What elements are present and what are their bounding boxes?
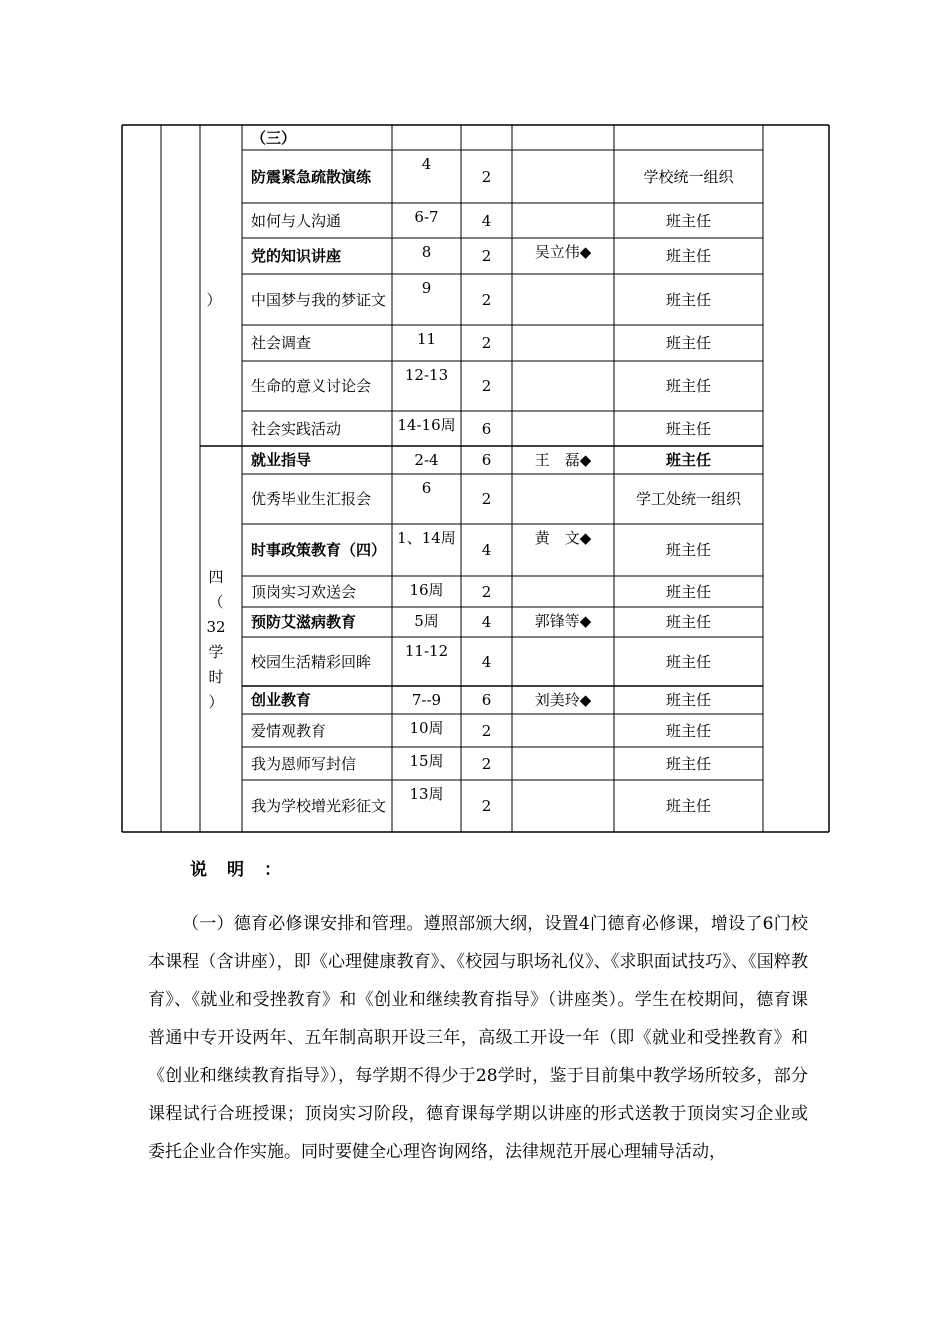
cell-hours: 6 (481, 451, 492, 469)
cell-activity-name: 创业教育 (251, 691, 312, 709)
cell-teacher (512, 714, 614, 747)
cell-activity-name: 预防艾滋病教育 (251, 613, 357, 631)
cell-hours: 2 (481, 721, 492, 740)
semester-4-char: 四 (208, 568, 224, 586)
cell-week: 5周 (414, 612, 439, 630)
cell-hours: 4 (481, 613, 492, 631)
semester-3-label: ） (206, 291, 222, 309)
cell-hours: 2 (481, 582, 492, 601)
cell-note: 学校统一组织 (643, 167, 734, 186)
cell-hours: 2 (481, 797, 492, 815)
cell-note (614, 125, 763, 150)
cell-hours: 2 (481, 334, 492, 352)
cell-week: 10周 (409, 719, 444, 737)
cell-week: 14-16周 (397, 416, 456, 434)
cell-week: 2-4 (414, 451, 439, 469)
semester-4-char: （ (208, 593, 224, 611)
cell-teacher: 王 磊◆ (534, 451, 592, 469)
cell-note: 班主任 (665, 247, 711, 265)
cell-activity-name: 我为恩师写封信 (251, 754, 357, 773)
cell-hours: 2 (481, 490, 492, 508)
cell-hours: 2 (481, 167, 492, 186)
cell-note: 班主任 (665, 652, 711, 671)
cell-note: 班主任 (665, 541, 711, 559)
notes-heading: 说明： (190, 860, 301, 880)
cell-teacher (512, 474, 614, 524)
cell-teacher (512, 411, 614, 446)
cell-activity-name: （三） (251, 128, 297, 147)
cell-week: 8 (421, 243, 432, 261)
cell-teacher (512, 637, 614, 686)
semester-4-char: 32 (206, 618, 226, 636)
cell-teacher: 吴立伟◆ (534, 243, 592, 261)
cell-note: 班主任 (665, 613, 711, 631)
cell-hours: 4 (481, 652, 492, 671)
cell-hours: 2 (481, 290, 492, 309)
cell-activity-name: 我为学校增光彩征文 (251, 797, 387, 815)
cell-week: 11-12 (404, 642, 449, 660)
cell-hours: 4 (481, 211, 492, 230)
cell-hours: 4 (481, 541, 492, 559)
cell-note: 班主任 (665, 419, 711, 438)
cell-teacher (512, 747, 614, 780)
cell-week: 16周 (409, 581, 444, 599)
cell-note: 班主任 (665, 211, 711, 230)
cell-week (392, 125, 461, 150)
cell-note: 班主任 (665, 721, 711, 740)
cell-note: 班主任 (665, 797, 711, 815)
cell-note: 学工处统一组织 (635, 490, 741, 508)
cell-activity-name: 爱情观教育 (251, 721, 327, 740)
cell-hours: 2 (481, 377, 492, 395)
cell-week: 6 (421, 479, 432, 497)
cell-week: 7--9 (411, 691, 442, 709)
semester-4-char: 学 (208, 643, 224, 661)
cell-week: 11 (416, 330, 437, 348)
cell-week: 15周 (409, 752, 444, 770)
cell-teacher (512, 150, 614, 203)
cell-activity-name: 中国梦与我的梦证文 (251, 290, 387, 309)
cell-note: 班主任 (665, 691, 711, 709)
cell-hours: 6 (481, 691, 492, 709)
cell-activity-name: 就业指导 (251, 451, 312, 469)
cell-teacher: 郭锋等◆ (534, 612, 592, 630)
cell-activity-name: 校园生活精彩回眸 (251, 652, 372, 671)
cell-activity-name: 社会实践活动 (251, 419, 342, 438)
semester-4-char: ） (208, 693, 224, 711)
cell-note: 班主任 (665, 334, 711, 352)
cell-activity-name: 生命的意义讨论会 (251, 377, 372, 395)
cell-note: 班主任 (665, 754, 711, 773)
cell-hours: 2 (481, 754, 492, 773)
cell-week: 13周 (409, 785, 444, 803)
cell-teacher (512, 325, 614, 361)
cell-activity-name: 如何与人沟通 (251, 211, 342, 230)
cell-teacher (512, 780, 614, 832)
cell-activity-name: 社会调查 (251, 334, 312, 352)
cell-week: 9 (421, 279, 432, 297)
cell-activity-name: 时事政策教育（四） (251, 541, 387, 559)
cell-teacher: 刘美玲◆ (534, 691, 592, 709)
cell-note: 班主任 (665, 582, 711, 601)
cell-hours (461, 125, 512, 150)
cell-activity-name: 防震紧急疏散演练 (251, 167, 372, 186)
cell-hours: 2 (481, 247, 492, 265)
cell-teacher: 黄 文◆ (534, 529, 592, 547)
cell-week: 4 (421, 155, 432, 173)
cell-note: 班主任 (665, 451, 711, 469)
cell-week: 12-13 (404, 366, 449, 384)
cell-week: 6-7 (414, 208, 439, 226)
cell-teacher (512, 274, 614, 325)
semester-4-char: 时 (208, 668, 224, 686)
cell-teacher (512, 125, 614, 150)
cell-activity-name: 党的知识讲座 (251, 247, 342, 265)
cell-activity-name: 顶岗实习欢送会 (251, 582, 357, 601)
cell-teacher (512, 576, 614, 607)
notes-paragraph: （一）德育必修课安排和管理。遵照部颁大纲，设置4门德育必修课，增设了6门校本课程（含讲座），即《心理健康教育》、《校园与职场礼仪》、《求职面试技巧》、《国粹教育》、《就业和受挫教育》和《创业和继续教育指导》（讲座类）。学生在校期间，德育课普通中专开设两年、五年制高职开设三年，高级工开设一年（即《就业和受挫教育》和《创业和继续教育指导》），每学期不得少于28学时，鉴于目前集中教学场所较多，部分课程试行合班授课；顶岗实习阶段，德育课每学期以讲座的形式送教于顶岗实习企业或委托企业合作实施。同时要健全心理咨询网络，法律规范开展心理辅导活动， (148, 914, 808, 1162)
cell-hours: 6 (481, 419, 492, 438)
cell-activity-name: 优秀毕业生汇报会 (251, 490, 372, 508)
cell-note: 班主任 (665, 377, 711, 395)
cell-teacher (512, 203, 614, 238)
notes-body (148, 905, 808, 1171)
cell-note: 班主任 (665, 290, 711, 309)
cell-teacher (512, 361, 614, 411)
cell-week: 1、14周 (397, 529, 456, 547)
